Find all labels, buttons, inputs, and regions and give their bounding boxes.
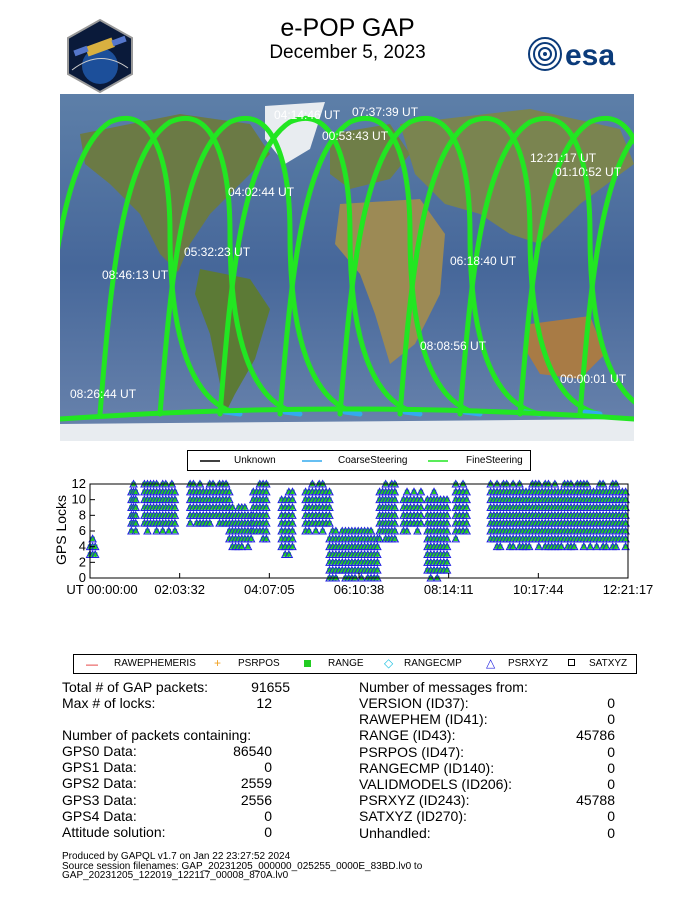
legend-line-unknown: [200, 460, 220, 462]
message-count-label: RANGECMP (ID140):: [359, 759, 495, 776]
page-date: December 5, 2023: [269, 42, 426, 63]
map-label: 12:21:17 UT: [530, 151, 597, 165]
max-locks-label: Max # of locks:: [62, 695, 156, 711]
packet-count-value: 86540: [233, 743, 272, 759]
legend-label: PSRXYZ: [508, 658, 549, 669]
y-axis: [72, 478, 95, 585]
message-count-value: 0: [607, 824, 615, 841]
y-tick-label: 2: [78, 554, 86, 570]
legend-label: CoarseSteering: [338, 455, 408, 466]
message-count-value: 0: [607, 711, 615, 728]
message-count-label: VALIDMODELS (ID206):: [359, 776, 513, 792]
satxyz-marker-icon: [568, 659, 575, 666]
packet-count-value: 0: [264, 759, 272, 776]
packet-count-label: GPS1 Data:: [62, 759, 137, 776]
packet-count-value: 2559: [240, 775, 272, 792]
message-count-label: RAWEPHEM (ID41):: [359, 711, 488, 728]
message-count-label: Unhandled:: [359, 824, 431, 841]
world-map-tracks: [60, 94, 634, 441]
legend-line-coarse: [302, 460, 322, 462]
footer-source: Source session filenames: GAP_20231205_000000_025255_0000E_83BD.lv0 to: [62, 861, 423, 872]
messages-header: Number of messages from:: [359, 679, 528, 695]
packet-count-value: 2556: [240, 791, 272, 808]
rangecmp-marker-icon: ◇: [384, 656, 394, 670]
mission-patch-logo: [62, 18, 138, 94]
x-tick-label: 10:17:44: [513, 582, 564, 597]
map-label: 06:18:40 UT: [450, 254, 517, 268]
footer-source-end: GAP_20231205_122019_122117_00008_870A.lv0: [62, 870, 289, 881]
y-tick-label: 8: [78, 507, 86, 523]
map-label: 08:08:56 UT: [420, 339, 487, 353]
map-label: 00:53:43 UT: [322, 129, 389, 143]
message-count-value: 0: [607, 808, 615, 825]
legend-label: Unknown: [234, 455, 276, 466]
packet-count-label: Attitude solution:: [62, 824, 166, 840]
map-label: 08:26:44 UT: [70, 387, 137, 401]
legend-label: FineSteering: [466, 455, 523, 466]
esa-logo-text: esa: [565, 39, 616, 72]
legend-label: RANGE: [328, 658, 364, 669]
page-title: e-POP GAP: [280, 14, 415, 42]
psrxyz-marker-icon: △: [486, 656, 496, 670]
message-count-value: 45786: [576, 727, 615, 744]
gps-locks-chart: [50, 478, 660, 598]
x-tick-label: 12:21:17: [602, 582, 654, 597]
packets-header: Number of packets containing:: [62, 727, 252, 743]
x-tick-label: UT 00:00:00: [66, 582, 138, 597]
legend-line-fine: [428, 460, 448, 462]
y-tick-label: 4: [78, 538, 86, 554]
max-locks-value: 12: [256, 695, 272, 711]
total-packets-label: Total # of GAP packets:: [62, 679, 209, 695]
gps-lock-markers: [87, 481, 630, 582]
rawephemeris-marker-icon: —: [86, 657, 98, 671]
y-tick-label: 0: [78, 570, 86, 585]
x-tick-label: 04:07:05: [244, 582, 295, 597]
message-count-value: 0: [607, 743, 615, 760]
packet-count-label: GPS4 Data:: [62, 807, 137, 824]
orbit-track-coarse: [285, 412, 300, 414]
map-label: 01:10:52 UT: [555, 165, 622, 179]
psrpos-marker-icon: +: [214, 656, 222, 670]
packet-count-value: 0: [264, 807, 272, 824]
packet-count-label: GPS3 Data:: [62, 791, 137, 808]
x-tick-label: 08:14:11: [423, 582, 474, 597]
message-count-value: 0: [607, 776, 615, 792]
y-tick-label: 12: [71, 478, 86, 491]
x-tick-label: 06:10:38: [333, 582, 385, 597]
range-marker-icon: [304, 660, 311, 667]
message-count-label: RANGE (ID43):: [359, 727, 456, 744]
legend-label: PSRPOS: [238, 658, 280, 669]
message-count-label: VERSION (ID37):: [359, 695, 469, 711]
packet-count-label: GPS0 Data:: [62, 743, 137, 759]
legend-label: RAWEPHEMERIS: [114, 658, 196, 669]
y-axis-label: GPS Locks: [53, 494, 69, 566]
message-count-value: 0: [607, 759, 615, 776]
message-count-value: 0: [607, 695, 615, 711]
orbit-track-coarse: [405, 412, 420, 414]
message-count-label: PSRXYZ (ID243):: [359, 792, 470, 809]
map-label: 08:46:13 UT: [102, 268, 169, 282]
map-label: 00:00:01 UT: [560, 372, 627, 386]
map-label: 04:02:44 UT: [228, 185, 295, 199]
message-legend: [73, 654, 637, 674]
total-packets-value: 91655: [251, 679, 290, 695]
legend-label: SATXYZ: [589, 658, 628, 669]
x-tick-label: 02:03:32: [154, 582, 205, 597]
message-count-label: SATXYZ (ID270):: [359, 808, 467, 825]
map-label: 05:32:23 UT: [184, 245, 251, 259]
esa-logo: [527, 36, 633, 72]
y-tick-label: 10: [71, 491, 86, 507]
message-count-label: PSRPOS (ID47):: [359, 743, 465, 760]
map-label: 07:37:39 UT: [352, 105, 419, 119]
orbit-track-coarse: [345, 412, 360, 414]
packet-count-label: GPS2 Data:: [62, 775, 137, 792]
y-tick-label: 6: [78, 523, 86, 538]
packet-count-value: 0: [264, 824, 272, 840]
steering-legend: [187, 450, 531, 471]
footer-produced: Produced by GAPQL v1.7 on Jan 22 23:27:52 2024: [62, 851, 291, 862]
map-label: 04:14:46 UT: [274, 108, 341, 122]
message-count-value: 45788: [576, 792, 615, 809]
legend-label: RANGECMP: [404, 658, 462, 669]
